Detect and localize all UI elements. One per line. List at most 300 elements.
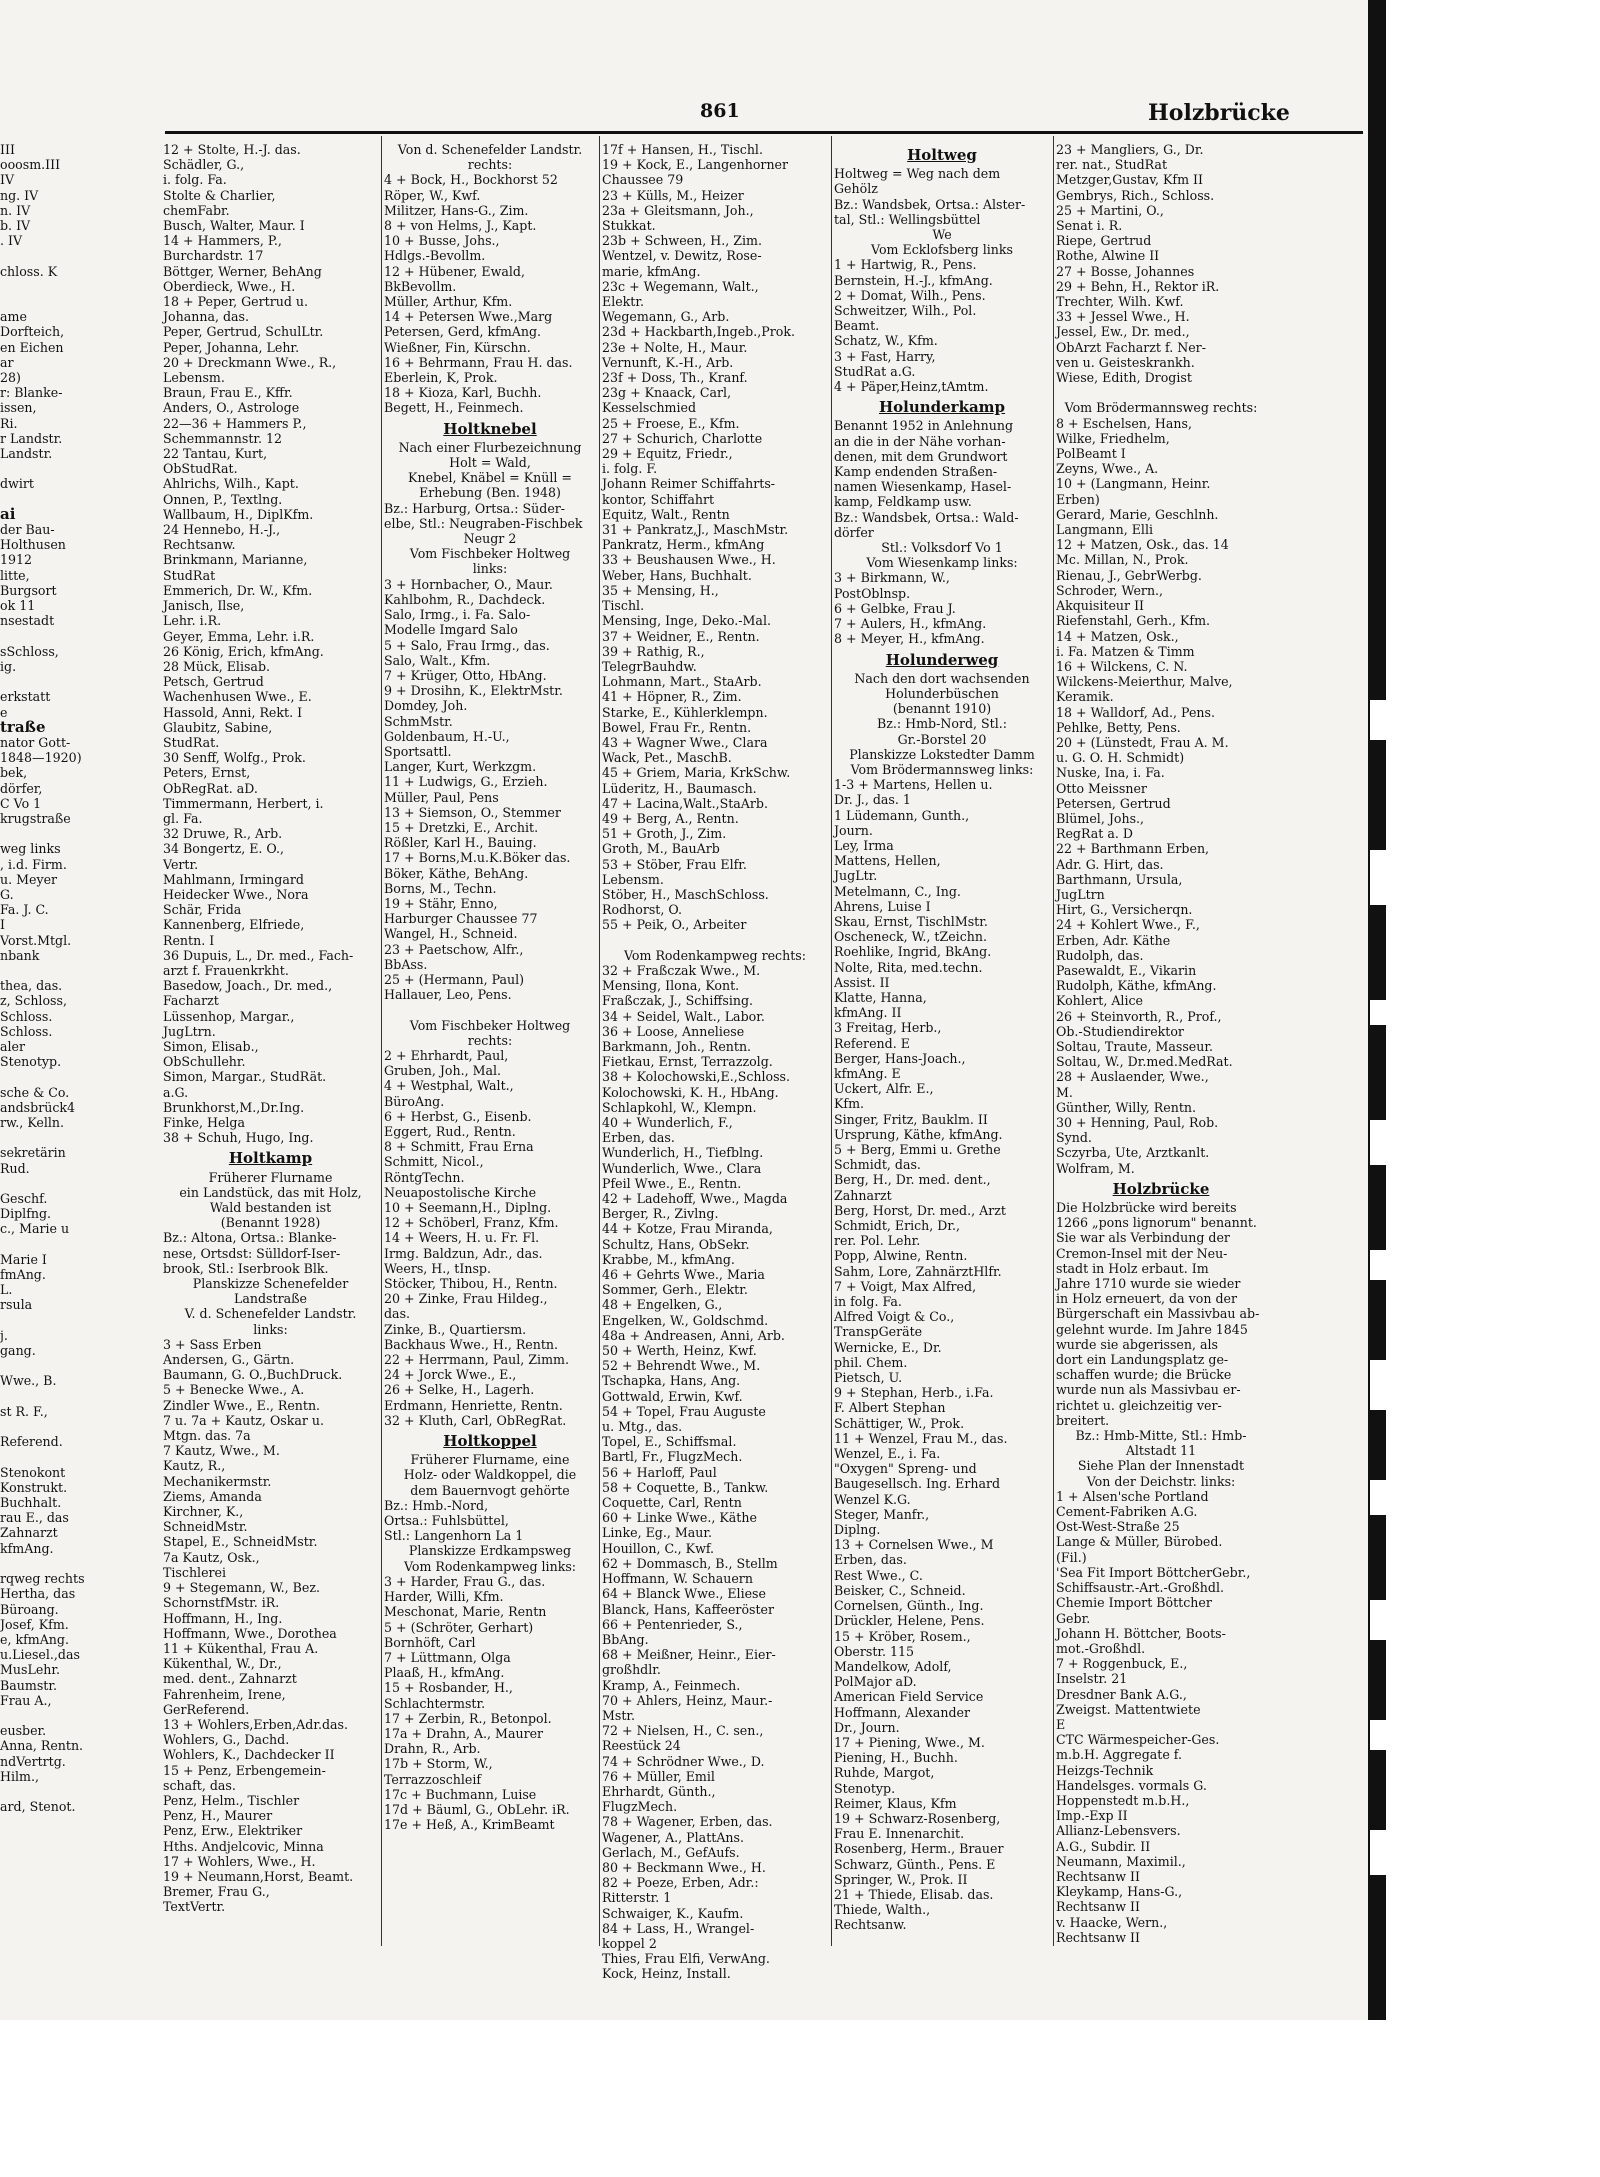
directory-entry: 24 Hennebo, H.-J., (163, 522, 281, 538)
directory-entry: Berger, R., Zivlng. (602, 1206, 719, 1222)
directory-entry: Akquisiteur II (1056, 598, 1145, 614)
directory-entry: richtet u. gleichzeitig ver- (1056, 1397, 1222, 1413)
directory-entry: 8 + Eschelsen, Hans, (1056, 415, 1192, 431)
street-note: Von d. Schenefelder Landstr. (397, 142, 583, 157)
directory-entry: Referend. E (834, 1035, 910, 1051)
directory-entry: Inselstr. 21 (1056, 1671, 1128, 1687)
directory-entry: Oscheneck, W., tZeichn. (834, 929, 987, 945)
street-note: Altstadt 11 (1125, 1443, 1197, 1459)
directory-entry: Anders, O., Astrologe (163, 400, 300, 416)
directory-entry: 72 + Nielsen, H., C. sen., (602, 1723, 764, 1739)
directory-entry: Erben) (1056, 491, 1100, 507)
directory-entry: Bowel, Frau Fr., Rentn. (602, 719, 752, 735)
directory-entry: Stukkat. (602, 218, 656, 234)
directory-entry: 28 + Auslaender, Wwe., (1056, 1069, 1209, 1085)
street-heading: Holtweg (907, 146, 977, 164)
directory-entry: BkBevollm. (384, 278, 457, 294)
fragment-line: Stenotyp. (0, 1054, 62, 1070)
directory-entry: Ley, Irma (834, 837, 894, 853)
directory-entry: 8 + von Helms, J., Kapt. (384, 218, 537, 234)
directory-entry: 24 + Kohlert Wwe., F., (1056, 917, 1200, 933)
fragment-line: n. IV (0, 202, 31, 218)
directory-entry: Adr. G. Hirt, das. (1056, 856, 1164, 872)
directory-entry: 23 + Paetschow, Alfr., (384, 941, 524, 957)
directory-entry: 33 + Jessel Wwe., H. (1056, 309, 1190, 325)
directory-entry: Harder, Willi, Kfm. (384, 1589, 504, 1605)
directory-entry: Lebensm. (163, 370, 225, 386)
directory-entry: 15 + Kröber, Rosem., (834, 1628, 971, 1644)
column-3 (602, 142, 828, 1982)
street-note: dem Bauernvogt gehörte (410, 1482, 570, 1498)
fragment-line: kfmAng. (0, 1540, 54, 1556)
street-note: Gr.-Borstel 20 (897, 731, 987, 747)
directory-entry: A.G., Subdir. II (1056, 1838, 1151, 1854)
directory-entry: Begett, H., Feinmech. (384, 400, 524, 416)
fragment-line: der Bau- (0, 522, 55, 538)
fragment-line: Stenokont (0, 1464, 66, 1480)
fragment-line: Josef, Kfm. (0, 1616, 69, 1632)
directory-entry: 17 + Zerbin, R., Betonpol. (384, 1710, 552, 1726)
directory-entry: Jahre 1710 wurde sie wieder (1056, 1276, 1241, 1292)
directory-entry: 21 + Thiede, Elisab. das. (834, 1886, 994, 1902)
directory-entry: Stl.: Langenhorn La 1 (384, 1528, 524, 1544)
directory-entry: 4 + Westphal, Walt., (384, 1078, 514, 1094)
directory-entry: Kamp endenden Straßen- (834, 464, 998, 480)
street-note: Früherer Flurname, eine (410, 1452, 570, 1468)
column-divider (599, 136, 600, 1946)
directory-entry: Fahrenheim, Irene, (163, 1686, 286, 1702)
directory-entry: Johann H. Böttcher, Boots- (1056, 1625, 1226, 1641)
directory-entry: Hassold, Anni, Rekt. I (163, 704, 303, 720)
directory-entry: Bernstein, H.-J., kfmAng. (834, 272, 993, 288)
directory-entry: Gerlach, M., GefAufs. (602, 1844, 740, 1860)
directory-entry: Erben, Adr. Käthe (1056, 932, 1171, 948)
fragment-line: krugstraße (0, 810, 71, 826)
directory-entry: Wilke, Friedhelm, (1056, 430, 1170, 446)
directory-entry: Hths. Andjelcovic, Minna (163, 1838, 324, 1854)
fragment-line: MusLehr. (0, 1662, 61, 1678)
directory-entry: 30 + Henning, Paul, Rob. (1056, 1115, 1219, 1130)
directory-entry: Ruhde, Margot, (834, 1765, 935, 1781)
directory-entry: 53 + Stöber, Frau Elfr. (602, 856, 747, 872)
directory-entry: Rudolph, Käthe, kfmAng. (1056, 978, 1217, 994)
column-divider (831, 136, 832, 1946)
directory-entry: 8 + Meyer, H., kfmAng. (834, 631, 985, 647)
directory-entry: großhdlr. (602, 1662, 661, 1678)
fragment-line: rsula (0, 1297, 33, 1313)
directory-entry: 1 + Alsen'sche Portland (1056, 1488, 1209, 1504)
directory-entry: Schmitt, Nicol., (384, 1154, 484, 1170)
directory-entry: 10 + Busse, Johs., (384, 233, 500, 249)
directory-entry: 1266 „pons lignorum" benannt. (1056, 1215, 1257, 1231)
directory-entry: 5 + Salo, Frau Irmg., das. (384, 637, 550, 653)
directory-entry: 74 + Schrödner Wwe., D. (602, 1753, 765, 1769)
directory-entry: Schmidt, Erich, Dr., (834, 1218, 961, 1234)
directory-entry: 15 + Dretzki, E., Archit. (384, 819, 539, 835)
directory-entry: 5 + Benecke Wwe., A. (163, 1382, 305, 1398)
street-note: Holt = Wald, (449, 455, 531, 471)
directory-entry: Simon, Margar., StudRät. (163, 1069, 327, 1085)
directory-entry: Cremon-Insel mit der Neu- (1056, 1245, 1228, 1261)
directory-entry: Hoffmann, Wwe., Dorothea (163, 1625, 337, 1641)
directory-entry: Krabbe, M., kfmAng. (602, 1251, 735, 1267)
fragment-line: thea, das. (0, 978, 63, 994)
directory-entry: Gerard, Marie, Geschlnh. (1056, 506, 1219, 522)
directory-entry: Militzer, Hans-G., Zim. (384, 202, 529, 218)
directory-entry: Mensing, Ilona, Kont. (602, 978, 740, 994)
street-note: Früherer Flurname (208, 1169, 333, 1185)
directory-entry: Mc. Millan, N., Prok. (1056, 552, 1189, 568)
directory-entry: Burchardstr. 17 (163, 248, 264, 264)
directory-entry: Bz.: Harburg, Ortsa.: Süder- (384, 500, 566, 516)
column-4 (834, 142, 1050, 1942)
directory-entry: 47 + Lacina,Walt.,StaArb. (602, 795, 768, 811)
directory-entry: Dresdner Bank A.G., (1056, 1686, 1187, 1702)
directory-entry: Dr. J., das. 1 (834, 792, 911, 808)
fragment-line: ame (0, 309, 27, 325)
directory-entry: Ziems, Amanda (163, 1488, 262, 1504)
fragment-line: dörfer, (0, 780, 43, 796)
directory-entry: Penz, H., Maurer (163, 1808, 273, 1824)
street-note: Vom Ecklofsberg links (871, 242, 1013, 258)
directory-entry: Peper, Gertrud, SchulLtr. (163, 324, 324, 340)
directory-entry: Thiede, Walth., (834, 1902, 931, 1918)
directory-entry: Bürgerschaft ein Massivbau ab- (1056, 1306, 1260, 1322)
directory-entry: Salo, Irmg., i. Fa. Salo- (384, 607, 531, 623)
directory-entry: 68 + Meißner, Heinr., Eier- (602, 1647, 776, 1663)
directory-entry: Jessel, Ew., Dr. med., (1056, 324, 1190, 340)
street-note: Nach den dort wachsenden (854, 670, 1030, 686)
directory-entry: Peters, Ernst, (163, 765, 251, 781)
directory-entry: 3 + Fast, Harry, (834, 348, 936, 364)
directory-entry: 23b + Schween, H., Zim. (602, 233, 762, 249)
directory-entry: American Field Service (834, 1689, 984, 1705)
directory-entry: Schroder, Wern., (1056, 582, 1164, 598)
directory-entry: Metzger,Gustav, Kfm II (1056, 172, 1203, 188)
directory-entry: ObRegRat. aD. (163, 780, 258, 796)
directory-entry: Kramp, A., Feinmech. (602, 1677, 741, 1693)
directory-entry: Piening, H., Buchh. (834, 1750, 958, 1766)
fragment-line: en Eichen (0, 339, 64, 355)
directory-entry: Salo, Walt., Kfm. (384, 652, 491, 668)
page-number: 861 (700, 100, 740, 122)
directory-entry: Bornhöft, Carl (384, 1634, 476, 1650)
directory-entry: Wilckens-Meierthur, Malve, (1056, 674, 1233, 690)
directory-entry: das. (384, 1306, 411, 1322)
directory-entry: Harburger Chaussee 77 (384, 911, 538, 927)
directory-entry: 10 + (Langmann, Heinr. (1056, 476, 1211, 492)
directory-entry: Nuske, Ina, i. Fa. (1056, 765, 1165, 781)
directory-entry: 38 + Schuh, Hugo, Ing. (163, 1130, 314, 1146)
street-note: Erhebung (Ben. 1948) (419, 485, 561, 501)
fragment-line (0, 248, 82, 263)
directory-entry: Geyer, Emma, Lehr. i.R. (163, 628, 315, 644)
fragment-line (0, 1358, 82, 1373)
directory-entry: 3 + Birkmann, W., (834, 570, 950, 586)
directory-entry: Böttger, Werner, BehAng (163, 263, 322, 279)
directory-entry: 23f + Doss, Th., Kranf. (602, 370, 748, 386)
directory-entry: kamp, Feldkamp usw. (834, 494, 972, 510)
directory-entry: 18 + Kioza, Karl, Buchh. (384, 385, 542, 401)
directory-entry: Kükenthal, W., Dr., (163, 1656, 282, 1672)
directory-entry: 14 + Petersen Wwe.,Marg (384, 309, 553, 325)
directory-entry: Otto Meissner (1056, 780, 1147, 796)
fragment-line: Wwe., B. (0, 1373, 57, 1389)
directory-entry: Reestück 24 (602, 1738, 681, 1754)
directory-entry: 23a + Gleitsmann, Joh., (602, 202, 754, 218)
directory-entry: in Holz erneuert, da von der (1056, 1291, 1237, 1307)
directory-entry: dort ein Landungsplatz ge- (1056, 1352, 1229, 1368)
column-5 (1056, 142, 1266, 1945)
directory-entry: Baugesellsch. Ing. Erhard (834, 1476, 1001, 1492)
fragment-line (0, 1176, 82, 1191)
directory-entry: Erdmann, Henriette, Rentn. (384, 1397, 563, 1413)
directory-entry: Schwaiger, K., Kaufm. (602, 1905, 744, 1921)
street-heading: Holtkamp (228, 1149, 313, 1168)
directory-entry: Busch, Walter, Maur. I (163, 218, 305, 234)
street-note: Holunderbüschen (885, 685, 999, 701)
fragment-line (0, 1389, 82, 1404)
directory-entry: Mensing, Inge, Deko.-Mal. (602, 613, 771, 629)
directory-entry: BbAss. (384, 956, 428, 972)
directory-entry: Houillon, C., Kwf. (602, 1540, 715, 1556)
directory-entry: Heizgs-Technik (1056, 1762, 1154, 1778)
fragment-line: Ri. (0, 415, 18, 431)
directory-entry: "Oxygen" Spreng- und (834, 1461, 977, 1477)
directory-entry: 27 + Bosse, Johannes (1056, 263, 1195, 279)
directory-entry: Gehölz (834, 181, 878, 197)
directory-entry: StudRat a.G. (834, 363, 916, 379)
directory-entry: Ortsa.: Fuhlsbüttel, (384, 1513, 509, 1529)
fragment-line: weg links (0, 841, 61, 857)
directory-entry: 38 + Kolochowski,E.,Schloss. (602, 1069, 791, 1085)
street-note: Vom Wiesenkamp links: (866, 555, 1018, 571)
directory-entry: 52 + Behrendt Wwe., M. (602, 1358, 761, 1374)
directory-entry: Ehrhardt, Günth., (602, 1783, 716, 1799)
directory-entry: Kahlbohm, R., Dachdeck. (384, 591, 546, 607)
directory-entry: Petsch, Gertrud (163, 674, 264, 690)
fragment-line (0, 1313, 82, 1328)
directory-entry: Sportsattl. (384, 743, 452, 759)
column-divider (1053, 136, 1054, 1946)
directory-entry: 16 + Wilckens, C. N. (1056, 658, 1188, 674)
fragment-line: j. (0, 1327, 8, 1343)
fragment-line: r: Blanke- (0, 385, 63, 401)
directory-entry: 18 + Peper, Gertrud u. (163, 294, 309, 310)
directory-entry: Stöcker, Thibou, H., Rentn. (384, 1276, 558, 1292)
directory-entry: 25 + (Hermann, Paul) (384, 971, 525, 987)
directory-entry: kfmAng. E (834, 1065, 901, 1081)
directory-entry: Weers, H., tInsp. (384, 1260, 491, 1276)
fragment-line: L. (0, 1282, 13, 1298)
directory-entry: 58 + Coquette, B., Tankw. (602, 1479, 769, 1495)
directory-entry: Basedow, Joach., Dr. med., (163, 978, 333, 994)
directory-entry: 51 + Groth, J., Zim. (602, 826, 727, 842)
directory-entry: Kleykamp, Hans-G., (1056, 1884, 1183, 1900)
street-note: Holz- oder Waldkoppel, die (403, 1467, 577, 1483)
directory-entry: Gembrys, Rich., Schloss. (1056, 187, 1215, 203)
directory-entry: Wunderlich, Wwe., Clara (602, 1160, 762, 1176)
directory-entry: Schättiger, W., Prok. (834, 1415, 965, 1431)
fragment-line: sche & Co. (0, 1084, 70, 1100)
fragment-line (0, 1237, 82, 1252)
directory-entry: Wießner, Fin, Kürschn. (384, 339, 531, 355)
directory-entry: PolBeamt I (1056, 446, 1126, 462)
directory-entry: Starke, E., Kühlerklempn. (602, 704, 768, 720)
directory-entry: Brinkmann, Marianne, (163, 552, 308, 568)
directory-entry: 25 + Martini, O., (1056, 202, 1164, 218)
directory-entry: 13 + Cornelsen Wwe., M (834, 1537, 994, 1553)
directory-entry: Irmg. Baldzun, Adr., das. (384, 1245, 543, 1261)
directory-entry: 45 + Griem, Maria, KrkSchw. (602, 765, 791, 781)
directory-entry: kfmAng. II (834, 1005, 902, 1021)
directory-entry: Keramik. (1056, 689, 1114, 705)
directory-entry: v. Haacke, Wern., (1056, 1914, 1168, 1930)
directory-entry: BbAng. (602, 1631, 649, 1647)
street-note: ein Landstück, das mit Holz, (179, 1184, 362, 1200)
fragment-line: Büroang. (0, 1601, 59, 1617)
directory-entry: 34 + Seidel, Walt., Labor. (602, 1008, 765, 1024)
directory-entry: 12 + Stolte, H.-J. das. (163, 142, 301, 157)
directory-entry: Riefenstahl, Gerh., Kfm. (1056, 613, 1211, 629)
directory-entry: gl. Fa. (163, 810, 203, 826)
street-note: Planskizze Erdkampsweg (408, 1543, 572, 1559)
directory-entry: 13 + Wohlers,Erben,Adr.das. (163, 1716, 349, 1732)
fragment-line: 1912 (0, 552, 33, 568)
directory-entry: 30 Senff, Wolfg., Prok. (163, 750, 306, 766)
directory-entry: Facharzt (163, 993, 219, 1009)
directory-entry: Glaubitz, Sabine, (163, 719, 273, 735)
directory-entry: Rest Wwe., C. (834, 1567, 923, 1583)
directory-entry: 6 + Gelbke, Frau J. (834, 600, 956, 616)
directory-entry: u. Mtg., das. (602, 1419, 683, 1435)
directory-entry: Nolte, Rita, med.techn. (834, 959, 983, 975)
directory-entry: Heidecker Wwe., Nora (163, 886, 309, 902)
directory-entry: 49 + Berg, A., Rentn. (602, 810, 739, 826)
street-note: Von der Deichstr. links: (1086, 1473, 1236, 1489)
directory-entry: 60 + Linke Wwe., Käthe (602, 1510, 757, 1526)
directory-entry: Pasewaldt, E., Vikarin (1056, 962, 1197, 978)
fragment-line (0, 1708, 82, 1723)
directory-entry: 17 + Borns,M.u.K.Böker das. (384, 850, 571, 866)
directory-entry: 27 + Schurich, Charlotte (602, 430, 763, 446)
directory-entry: 19 + Kock, E., Langenhorner (602, 157, 789, 173)
directory-entry: Wolfram, M. (1056, 1160, 1135, 1176)
directory-entry: i. Fa. Matzen & Timm (1056, 643, 1195, 659)
fragment-line: nsestadt (0, 613, 55, 629)
directory-entry: Chemie Import Böttcher (1056, 1595, 1212, 1611)
directory-entry: Zinke, B., Quartiersm. (384, 1321, 527, 1337)
directory-entry: Bz.: Altona, Ortsa.: Blanke- (163, 1230, 337, 1246)
directory-entry: Langmann, Elli (1056, 522, 1153, 538)
fragment-line (0, 826, 82, 841)
directory-entry: Johanna, das. (163, 309, 250, 325)
directory-entry: a.G. (163, 1084, 189, 1100)
directory-entry: Schultz, Hans, ObSekr. (602, 1236, 750, 1252)
directory-entry: Meschonat, Marie, Rentn (384, 1604, 547, 1620)
directory-entry: Schweitzer, Wilh., Pol. (834, 303, 977, 319)
directory-entry: 5 + Berg, Emmi u. Grethe (834, 1142, 1001, 1157)
directory-entry: denen, mit dem Grundwort (834, 448, 1008, 464)
directory-entry: Kfm. (834, 1096, 865, 1112)
directory-entry: Groth, M., BauArb (602, 841, 720, 857)
directory-entry: rer. nat., StudRat (1056, 157, 1168, 173)
directory-entry: Sczyrba, Ute, Arztkanlt. (1056, 1145, 1210, 1161)
directory-entry: Domdey, Joh. (384, 698, 468, 714)
directory-entry: 20 + Dreckmann Wwe., R., (163, 354, 337, 370)
directory-entry: CTC Wärmespeicher-Ges. (1056, 1732, 1220, 1748)
directory-entry: Plaaß, H., kfmAng. (384, 1665, 505, 1681)
directory-entry: Wentzel, v. Dewitz, Rose- (602, 248, 762, 264)
directory-entry: Bz.: Hmb.-Nord, (384, 1497, 489, 1513)
fragment-line: nator Gott- (0, 734, 71, 750)
directory-entry: Rodhorst, O. (602, 902, 682, 918)
directory-entry: 62 + Dommasch, B., Stellm (602, 1555, 778, 1571)
directory-entry: Kock, Heinz, Install. (602, 1966, 731, 1982)
fragment-line: rw., Kelln. (0, 1115, 65, 1130)
fragment-line: Baumstr. (0, 1677, 57, 1693)
directory-entry: Blanck, Hans, Kaffeeröster (602, 1601, 775, 1617)
directory-entry: Stenotyp. (834, 1780, 896, 1796)
directory-entry: Günther, Willy, Rentn. (1056, 1099, 1197, 1115)
directory-entry: Lohmann, Mart., StaArb. (602, 674, 762, 690)
directory-entry: 26 König, Erich, kfmAng. (163, 643, 324, 659)
header-rule (165, 131, 1363, 134)
directory-entry: Sahm, Lore, ZahnärztHlfr. (834, 1263, 1002, 1279)
directory-entry: 37 + Weidner, E., Rentn. (602, 628, 760, 644)
directory-entry: 26 + Steinvorth, R., Prof., (1056, 1008, 1222, 1024)
directory-entry: Böker, Käthe, BehAng. (384, 865, 529, 881)
directory-entry: Rechtsanw II (1056, 1868, 1140, 1884)
directory-entry: 24 + Jorck Wwe., E., (384, 1367, 517, 1383)
directory-entry: Pfeil Wwe., E., Rentn. (602, 1175, 742, 1191)
fragment-line: Konstrukt. (0, 1479, 68, 1495)
directory-entry: ObStudRat. (163, 461, 238, 477)
directory-entry: Fietkau, Ernst, Terrazzolg. (602, 1054, 773, 1070)
directory-entry: Steger, Manfr., (834, 1506, 930, 1522)
directory-entry: 7 + Voigt, Max Alfred, (834, 1278, 977, 1294)
directory-entry: Ahrens, Luise I (834, 898, 931, 914)
directory-entry: 19 + Stähr, Enno, (384, 895, 498, 911)
directory-entry: Pankratz, Herm., kfmAng (602, 537, 765, 553)
fragment-line: fmAng. (0, 1267, 46, 1283)
directory-entry: Zeyns, Wwe., A. (1056, 461, 1159, 477)
directory-entry: nese, Ortsdst: Sülldorf-Iser- (163, 1245, 341, 1261)
fragment-line: . IV (0, 233, 23, 249)
directory-entry: Mahlmann, Irmingard (163, 871, 304, 887)
directory-entry: 20 + Zinke, Frau Hildeg., (384, 1291, 548, 1307)
directory-entry: 7 Kautz, Wwe., M. (163, 1443, 280, 1459)
directory-entry: Diplng. (834, 1522, 881, 1538)
directory-entry: 17d + Bäuml, G., ObLehr. iR. (384, 1801, 570, 1817)
fragment-line (0, 461, 82, 476)
directory-entry: Gebr. (1056, 1610, 1091, 1626)
street-heading: Holunderkamp (878, 398, 1006, 417)
directory-entry: 32 Druwe, R., Arb. (163, 826, 283, 842)
directory-entry: 19 + Schwarz-Rosenberg, (834, 1810, 1001, 1826)
directory-entry: Hallauer, Leo, Pens. (384, 987, 512, 1003)
directory-entry (602, 933, 828, 948)
directory-entry: Frau E. Innenarchit. (834, 1826, 965, 1842)
fragment-line: Vorst.Mtgl. (0, 932, 72, 948)
directory-entry: rer. Pol. Lehr. (834, 1233, 921, 1249)
directory-entry: Finke, Helga (163, 1115, 246, 1130)
directory-entry: 46 + Gehrts Wwe., Maria (602, 1267, 765, 1283)
directory-entry: PostOblnsp. (834, 585, 911, 601)
directory-entry: 7 + Aulers, H., kfmAng. (834, 616, 987, 632)
directory-entry: Gottwald, Erwin, Kwf. (602, 1388, 743, 1404)
directory-entry: 22 Tantau, Kurt, (163, 446, 268, 462)
